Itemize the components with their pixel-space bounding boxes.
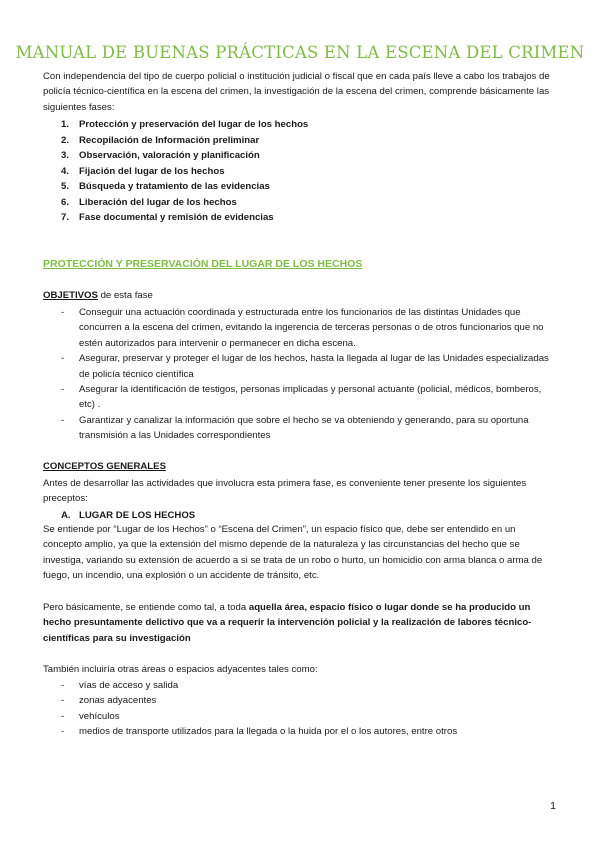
list-item: 4. Fijación del lugar de los hechos — [61, 165, 225, 177]
list-item: - vehículos — [61, 710, 120, 722]
adjacent-areas-list — [43, 678, 559, 740]
area-definition-paragraph: Pero básicamente, se entiende como tal, a toda aquella área, espacio físico o lugar donde se ha producido un hecho presuntamente delictivo que va a requerir la intervención policial y la realización de labores técnico-científicas para su investigación — [43, 602, 532, 644]
adjacent-areas-intro: También incluiría otras áreas o espacios adyacentes tales como: — [43, 664, 318, 675]
list-item: - Conseguir una actuación coordinada y estructurada entre los funcionarios de las distintas Unidades que concurren a la escena del crimen, evitando la ingerencia de terceras personas o de otros funcionarios que no estén autorizados para intervenir o permanecer en dicha escena. — [61, 307, 544, 349]
list-item: 5. Búsqueda y tratamiento de las evidencias — [61, 181, 270, 192]
phases-list — [43, 117, 308, 226]
objetivos-list — [43, 305, 559, 444]
list-item: 6. Liberación del lugar de los hechos — [61, 196, 237, 208]
page-number: 1 — [550, 800, 556, 812]
conceptos-intro: Antes de desarrollar las actividades que involucra esta primera fase, es conveniente tener presente los siguientes preceptos: — [43, 478, 527, 505]
list-item: 3. Observación, valoración y planificación — [61, 150, 260, 161]
list-item: - Garantizar y canalizar la información que sobre el hecho se va obteniendo y generando, para su oportuna transmisión a las Unidades correspondientes — [61, 414, 529, 442]
list-item: - medios de transporte utilizados para la llegada o la huida por el o los autores, entre otros — [61, 726, 458, 738]
list-item: - Asegurar, preservar y proteger el lugar de los hechos, hasta la llegada al lugar de las Unidades especializadas de policía técnico científica — [61, 353, 549, 380]
list-item: - Asegurar la identificación de testigos, personas implicadas y personal actuante (policial, médicos, bomberos, etc) . — [61, 384, 542, 411]
list-item: 1. Protección y preservación del lugar de los hechos — [61, 119, 309, 130]
conceptos-heading: CONCEPTOS GENERALES — [43, 461, 166, 472]
list-item: 7. Fase documental y remisión de evidencias — [61, 212, 274, 223]
list-item: 2. Recopilación de Información preliminar — [61, 134, 260, 146]
lugar-heading: A. LUGAR DE LOS HECHOS — [61, 510, 196, 521]
list-item: - zonas adyacentes — [61, 695, 157, 707]
objetivos-heading: OBJETIVOS de esta fase — [43, 290, 153, 301]
section-heading: PROTECCIÓN Y PRESERVACIÓN DEL LUGAR DE LOS HECHOS — [43, 258, 363, 270]
document-title: MANUAL DE BUENAS PRÁCTICAS EN LA ESCENA DEL CRIMEN — [15, 43, 585, 62]
intro-paragraph: Con independencia del tipo de cuerpo policial o institución judicial o fiscal que en cada país lleve a cabo los trabajos de policía técnico-científica en la escena del crimen, la investigación de la escena del crimen, comprende básicamente las siguientes fases: — [43, 71, 550, 113]
lugar-paragraph: Se entiende por “Lugar de los Hechos” o “Escena del Crimen”, un espacio físico que, debe ser entendido en un concepto amplio, ya que la extensión del mismo depende de la naturaleza y las circunstancias del hecho que se investiga, variando su extensión de acuerdo a si se trata de un robo o hurto, un homicidio con arma blanca o arma de fuego, un incendio, una explosión o un accidente de tránsito, etc. — [43, 524, 543, 582]
list-item: - vías de acceso y salida — [61, 680, 179, 691]
